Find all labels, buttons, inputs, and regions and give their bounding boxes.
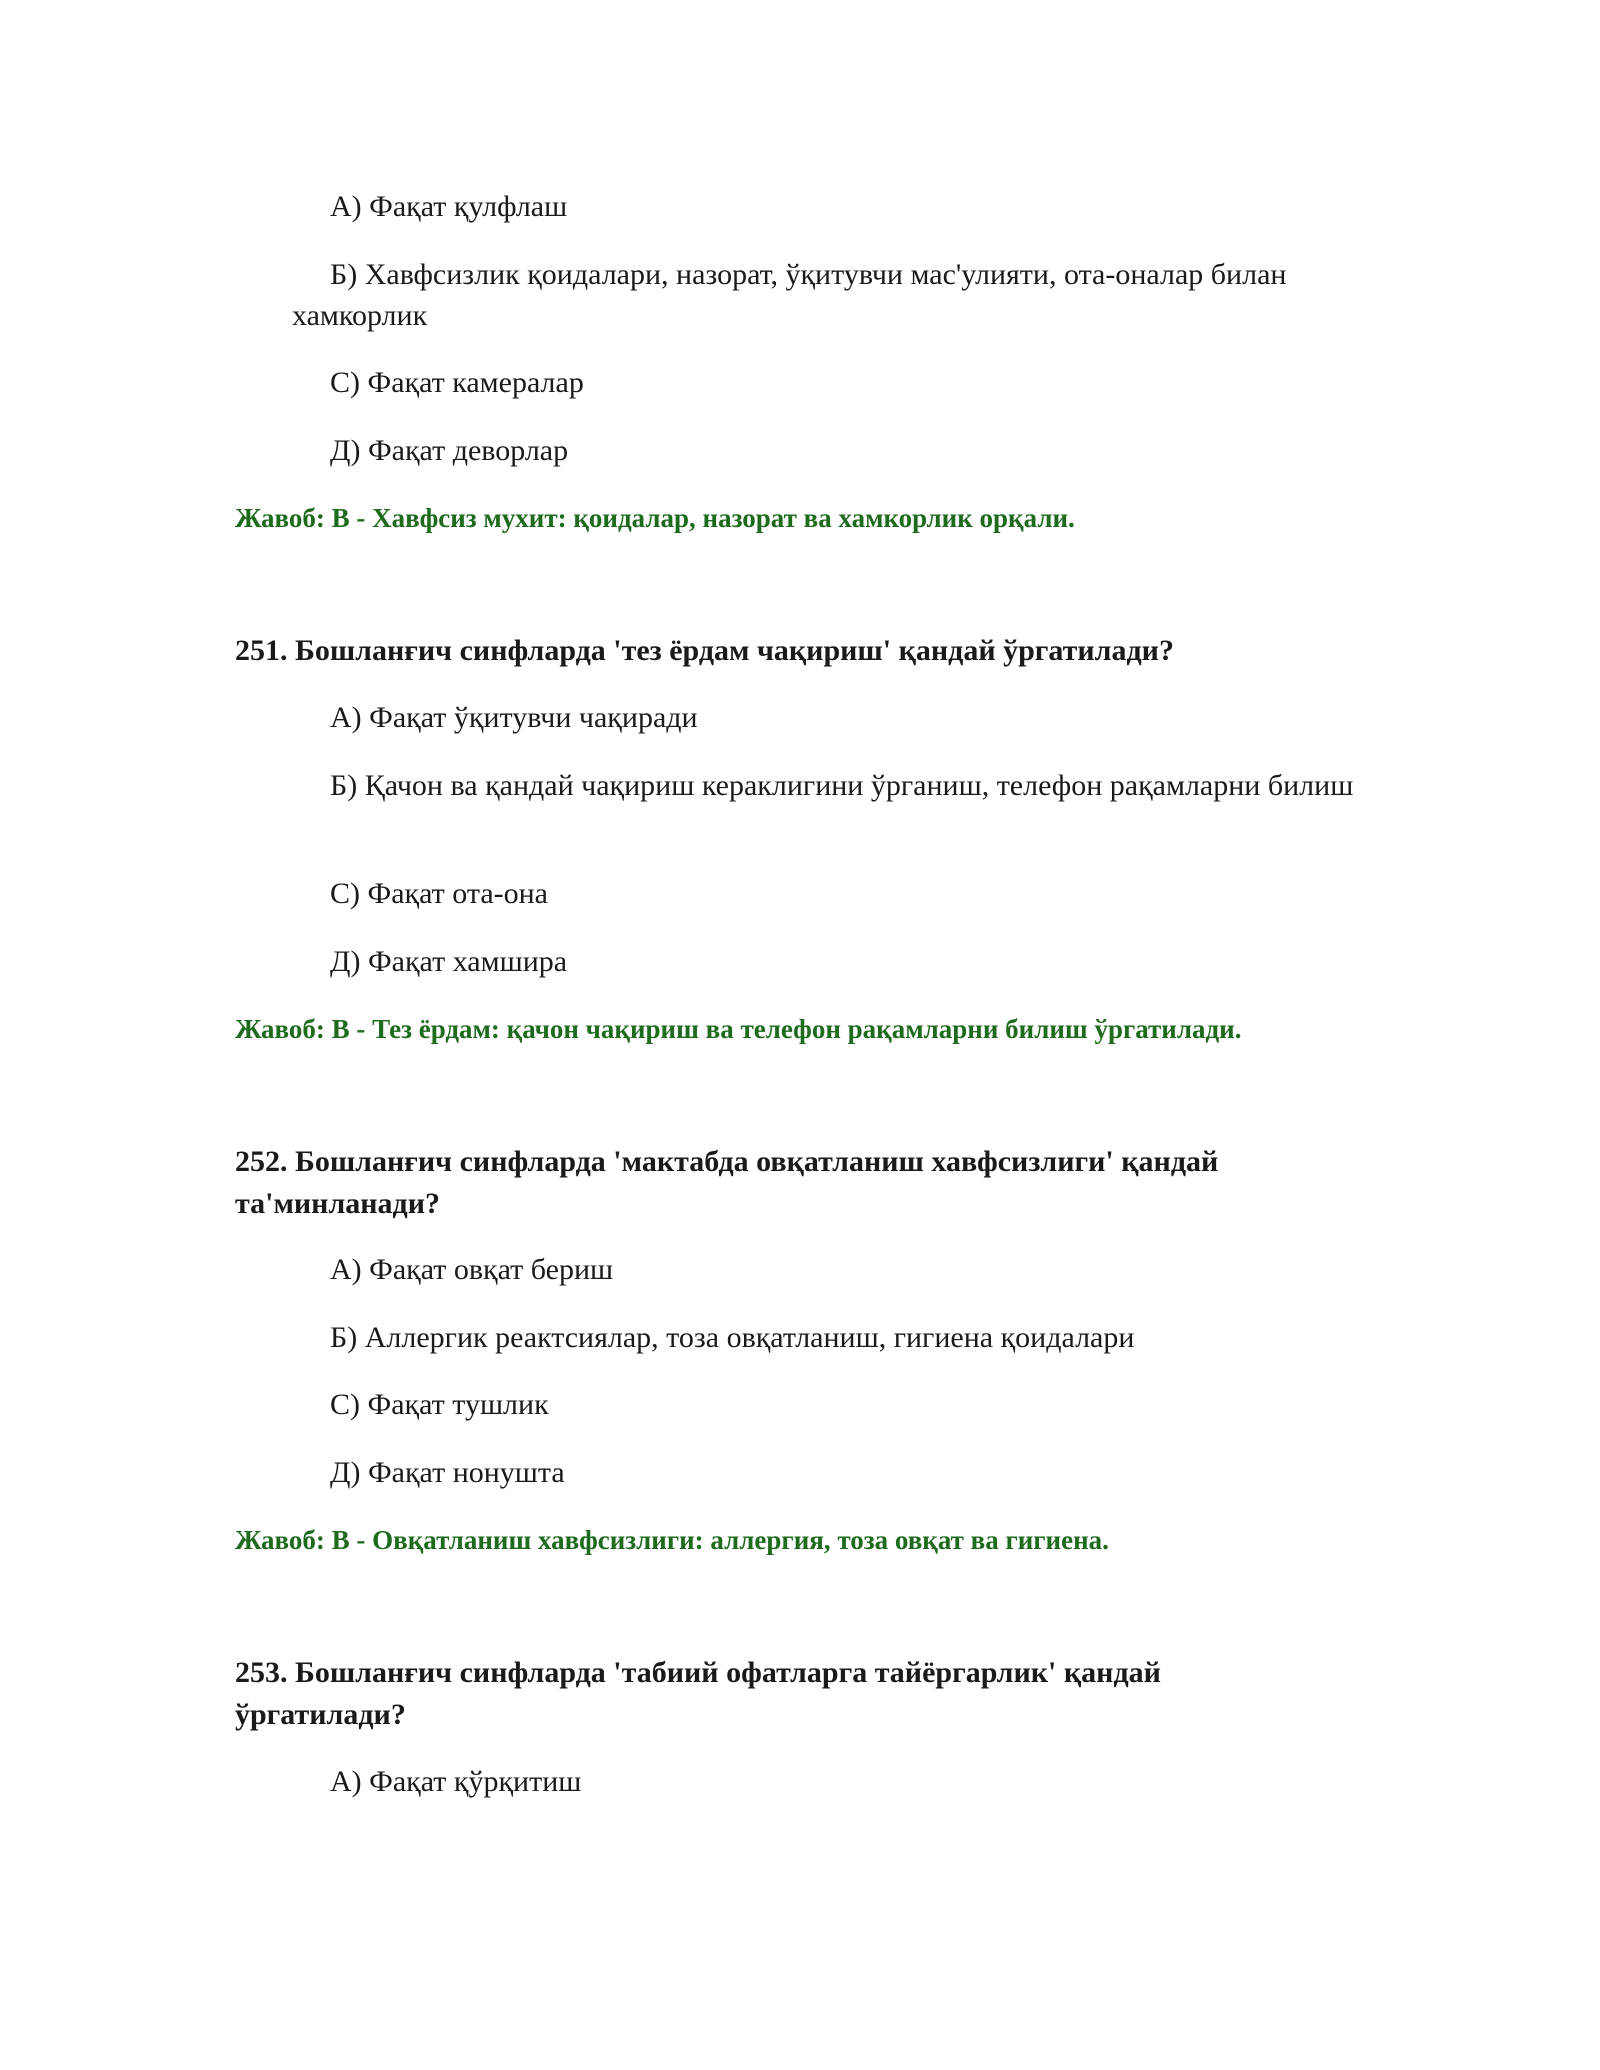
question-252: 252. Бошланғич синфларда 'мактабда овқатланиш хавфсизлиги' қандай та'минланади?	[235, 1145, 1219, 1220]
option-d: Д) Фақат нонушта	[330, 1456, 565, 1489]
answer-line: Жавоб: В - Овқатланиш хавфсизлиги: аллергия, тоза овқат ва гигиена.	[235, 1525, 1109, 1555]
question-253: 253. Бошланғич синфларда 'табиий офатларга тайёргарлик' қандай ўргатилади?	[235, 1656, 1161, 1731]
answer-line: Жавоб: В - Тез ёрдам: қачон чақириш ва телефон рақамларни билиш ўргатилади.	[235, 1014, 1242, 1044]
option-a: А) Фақат қўрқитиш	[330, 1765, 582, 1798]
option-b: Б) Қачон ва қандай чақириш кераклигини ўрганиш, телефон рақамларни билиш	[330, 769, 1354, 802]
option-c: С) Фақат ота-она	[330, 877, 548, 910]
option-c: С) Фақат тушлик	[330, 1388, 549, 1421]
option-d: Д) Фақат хамшира	[330, 945, 568, 978]
option-a: А) Фақат қулфлаш	[330, 190, 568, 223]
option-b: Б) Хавфсизлик қоидалари, назорат, ўқитувчи мас'улияти, ота-оналар билан хамкорлик	[292, 258, 1287, 332]
answer-line: Жавоб: В - Хавфсиз мухит: қоидалар, назорат ва хамкорлик орқали.	[235, 503, 1075, 533]
option-d: Д) Фақат деворлар	[330, 434, 569, 467]
option-b: Б) Аллергик реактсиялар, тоза овқатланиш, гигиена қоидалари	[330, 1321, 1135, 1354]
option-c: С) Фақат камералар	[330, 366, 584, 399]
option-a: А) Фақат ўқитувчи чақиради	[330, 701, 698, 734]
option-a: А) Фақат овқат бериш	[330, 1253, 614, 1286]
question-251: 251. Бошланғич синфларда 'тез ёрдам чақириш' қандай ўргатилади?	[235, 634, 1174, 667]
